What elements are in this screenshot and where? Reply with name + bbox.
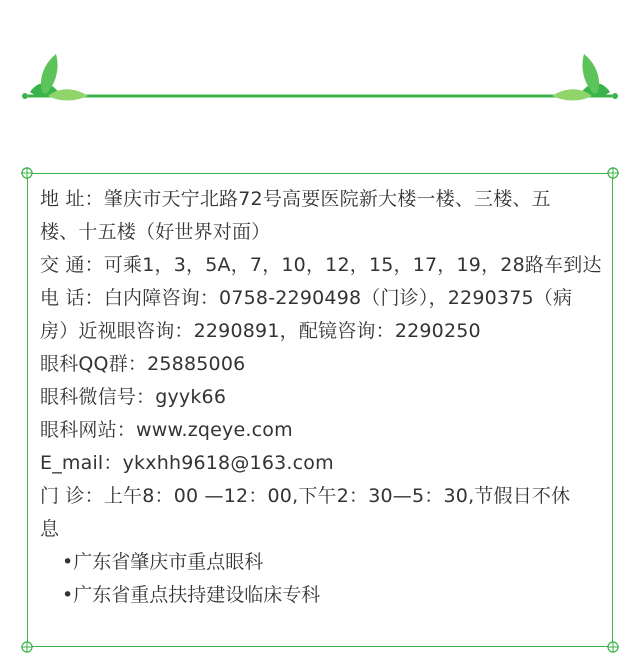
honor-item: •广东省重点扶持建设临床专科: [62, 584, 321, 606]
transport-line: 交 通：可乘1，3，5A，7，10，12，15，17，19，28路车到达: [40, 254, 602, 276]
circle-corner-icon: [607, 167, 619, 179]
email-line: E_mail：ykxhh9618@163.com: [40, 452, 334, 474]
contact-info: [40, 183, 600, 612]
address-line-2: 楼、十五楼（好世界对面）: [40, 221, 271, 243]
circle-corner-icon: [607, 641, 619, 653]
website-line: 眼科网站：www.zqeye.com: [40, 419, 293, 441]
circle-corner-icon: [21, 167, 33, 179]
phone-line-1: 电 话：白内障咨询：0758-2290498（门诊），2290375（病: [40, 287, 573, 309]
wechat-line: 眼科微信号：gyyk66: [40, 386, 227, 408]
phone-line-2: 房）近视眼咨询：2290891，配镜咨询：2290250: [40, 320, 481, 342]
leaf-divider-icon: [0, 40, 640, 110]
honor-item: •广东省肇庆市重点眼科: [62, 551, 264, 573]
qq-group-line: 眼科QQ群：25885006: [40, 353, 246, 375]
address-line-1: 地 址：肇庆市天宁北路72号高要医院新大楼一楼、三楼、五: [40, 188, 551, 210]
circle-corner-icon: [21, 641, 33, 653]
hours-line-1: 门 诊：上午8：00 —12：00,下午2：30—5：30,节假日不休: [40, 485, 571, 507]
hours-line-2: 息: [40, 518, 60, 540]
